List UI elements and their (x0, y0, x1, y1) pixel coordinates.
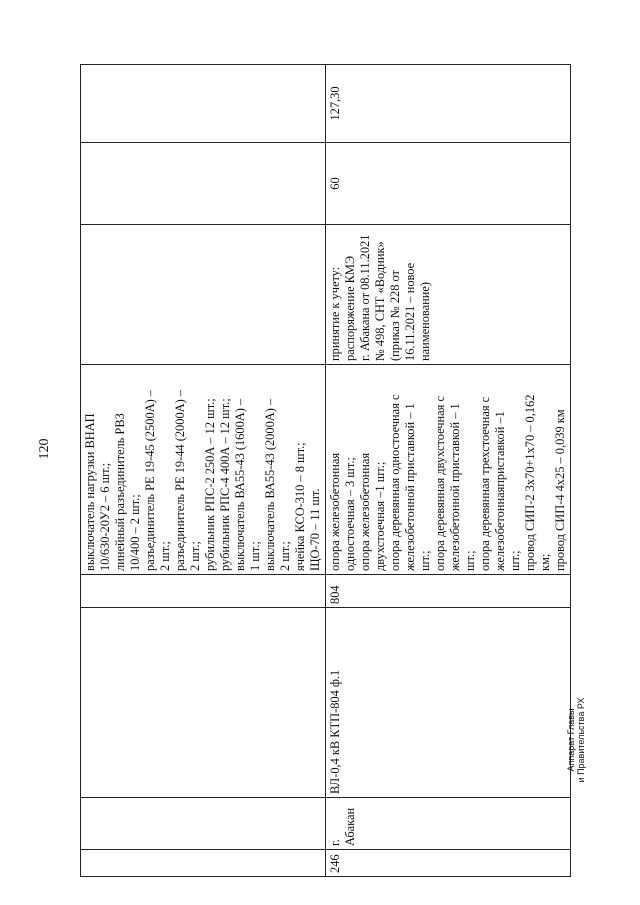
equipment-line: разъединитель РЕ 19-44 (2000А) – (173, 389, 187, 571)
equipment-line: опора деревянная одностоечная с (388, 394, 402, 571)
property-table (80, 64, 571, 877)
equipment-line: опора деревянная двухстоечная с (433, 396, 447, 571)
cell-qty: 60 (326, 143, 571, 225)
equipment-line: линейный разъединитель РВЗ (113, 413, 127, 571)
cell-city (81, 798, 326, 850)
stamp-line: и Правительства РХ (576, 697, 586, 783)
equipment-line: 10/400 – 2 шт.; (128, 494, 142, 571)
cell-equipment (81, 365, 326, 575)
equipment-line: провод СИП-2 3х70+1х70 – 0,162 (523, 394, 537, 571)
page-number: 120 (37, 438, 52, 460)
cell-qty (81, 143, 326, 225)
cell-code (81, 575, 326, 608)
basis-line: (приказ № 228 от (388, 270, 402, 361)
cell-city: г. Абакан (326, 798, 571, 850)
table-row-continuation (81, 65, 326, 877)
table-row-246 (326, 65, 571, 877)
equipment-line: 1 шт.; (248, 541, 262, 571)
equipment-line: железобетонной приставкой – 1 (448, 403, 462, 571)
equipment-line: разъединитель РЕ 19-45 (2500А) – (143, 389, 157, 571)
equipment-line: шт.; (508, 550, 522, 571)
basis-line: распоряжение КМЭ (343, 255, 357, 361)
cell-object (81, 608, 326, 798)
equipment-line: шт.; (418, 550, 432, 571)
equipment-line: шт.; (463, 550, 477, 571)
equipment-line: провод СИП-4 4х25 – 0,039 км (553, 409, 567, 571)
equipment-line: опора железобетонная (328, 452, 342, 571)
basis-line: наименование) (418, 281, 432, 361)
equipment-line: 2 шт.; (278, 541, 292, 571)
basis-line: 16.11.2021 – новое (403, 262, 417, 361)
basis-line: г. Абакана от 08.11.2021 (358, 234, 372, 361)
basis-line: принятие к учету: (328, 266, 342, 361)
equipment-line: рубильник РПС-2 250А – 12 шт.; (203, 398, 217, 571)
equipment-line: рубильник РПС-4 400А – 12 шт.; (218, 398, 232, 571)
equipment-line: опора деревянная трехстоечная с (478, 396, 492, 571)
official-stamp (566, 670, 586, 810)
equipment-line: железобетонной приставкой – 1 (403, 403, 417, 571)
cell-value: 127,30 (326, 65, 571, 143)
basis-line: № 498, СНТ «Водник» (373, 241, 387, 361)
cell-equipment (326, 365, 571, 575)
equipment-line: ячейка КСО-310 – 8 шт.; (293, 442, 307, 571)
cell-basis (326, 225, 571, 365)
equipment-line: выключатель нагрузки ВНАП (83, 413, 97, 571)
cell-code: 804 (326, 575, 571, 608)
equipment-line: км; (538, 553, 552, 571)
cell-value (81, 65, 326, 143)
equipment-line: ЩО-70 – 11 шт. (308, 488, 322, 571)
equipment-line: опора железобетонная (358, 452, 372, 571)
equipment-line: 2 шт.; (188, 541, 202, 571)
cell-num (81, 850, 326, 877)
equipment-line: одностоечная – 3 шт.; (343, 457, 357, 571)
equipment-line: выключатель ВА55-43 (1600А) – (233, 398, 247, 571)
equipment-line: 2 шт.; (158, 541, 172, 571)
equipment-line: железобетоннаяприставкой –1 (493, 411, 507, 571)
cell-num: 246 (326, 850, 571, 877)
document-table-rotated (80, 65, 567, 877)
stamp-line: Аппарат Главы (566, 708, 576, 772)
equipment-line: выключатель ВА55-43 (2000А) – (263, 398, 277, 571)
cell-object: ВЛ-0,4 кВ КТП-804 ф.1 (326, 608, 571, 798)
equipment-line: 10/630-20У2 – 6 шт.; (98, 462, 112, 571)
equipment-line: двухстоечная –1 шт.; (373, 461, 387, 571)
cell-basis (81, 225, 326, 365)
